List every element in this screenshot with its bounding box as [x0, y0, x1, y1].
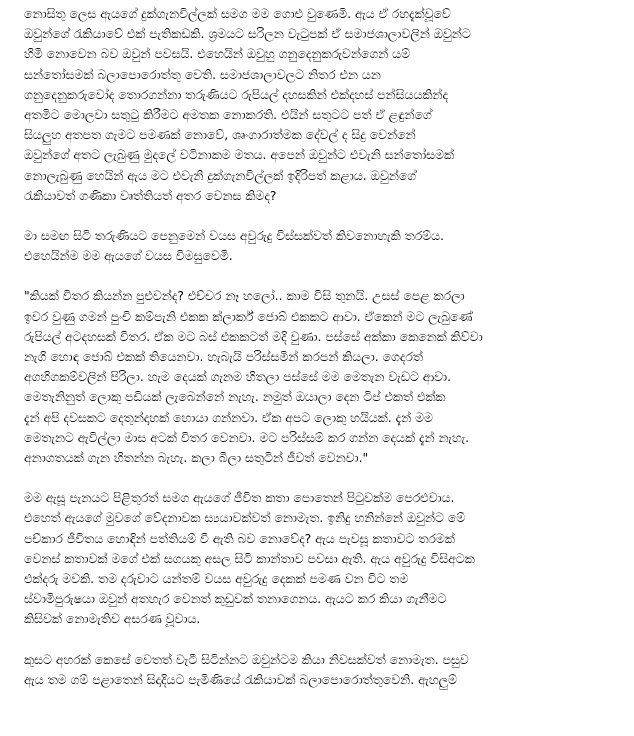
paragraph-continuation: කුසට අහරක් කෙසේ වෙතත් වැටී සිටින්නට ඔවුන්ටම කියා නිවසක්වත් නොමැත. පසුව ඇය තම ගම් පළාතෙන් සිදාදියට පැමිණියේ රැකියාවක් බලාපොරොත්තුවෙනි. ඇහලුම් — [24, 651, 469, 687]
paragraph-intro: නොසිතු ලෙස ඇයගේ දුක්ගැනවිල්ලක් සමග මම ගොළු වුණෙමි. ඇය ඒ රහදැක්වූවේ ඔවුන්ගේ රැකියාවේ එක් පැතිකඩකි. ශ්‍රමයට සරිලන වැටුපක් ඒ සමාජශාලාවලින් ඔවුන්ට හිමි නොවෙන බව ඔවුන් පවසයි. එහෙයින් ඔවුහු ගනුදෙනුකරුවන්ගෙන් යම් සන්තෝසමක් බලාපොරොත්තු වෙති. සමාජශාලාවලට නිතර එන යන ගනුදෙනුකරුවෝද තොරගන්නා තරුණියට රුපියල් දහසකින් එක්දහස් පන්සියයකින්ද අතමිට මොලවා සතුටු කිරීමට අමතක නොකරති. එයින් සතුටට පත් ඒ ළඳුන්ගේ සියලුහ අතපත ගැමට පමණක් නොවේ, ශෘංගාරාත්මක දේවල් ද සිදු වෙන්නේ ඔවුන්ගේ අතට ලැබුණු මුදලේ වටිනාකම මතය. අපෙන් ඔවුන්ට එවැනි සන්තෝසමක් නොලැබුණු හෙයින් ඇය මට එවැනි දුක්ගැනවිල්ලක් ඉදිරිපත් කළාය. ඔවුන්ගේ රැකියාවත් ගණිකා වෘත්තියත් අතර වෙනස කිමද? — [24, 6, 471, 203]
paragraph-age: මා සමඟ සිටි තරුණියට පෙනුමෙන් වයස අවුරුදු විස්සක්වත් කිවනොහැකි තරම්ය. එහෙයින්ම මම ඇයගේ වයස විමසුවෙමි. — [24, 228, 444, 264]
paragraph-story: මම ඇසූ පැනයට පිළිතුරත් සමග ඇයගේ ජීවිත කතා පොතෙන් පිටුවක්ම පෙරළුවාය. එහෙත් ඇයගේ මුවගේ වේදනාවක ස්‍යයාවක්වත් නොමැත. ඉනිදු හනින්නේ ඔවුන්ට මේ පච්කාර ජීවිතය හොඳින් පත්තියම් වී ඇති බව නොවේද? ඇය පැවසූ කතාවට තරමක් වෙනස් කතාවක් මගේ එක් සගයකු අසල සිටි කාන්තාව පවසා ඇති. ඇය අවුරුදු විසිඅටක එක්දරු මවකි. තම දරුවාට යන්තම් වයස අවුරුදු දෙකක් පමණ වන විට තම ස්වාමිපුරුෂයා ඔවුන් අතහැර වෙනත් කුඩුවක් තනාගෙනය. ඇයට කර කියා ගැනීමට කිසිවක් නොමැතිව අසරණ වූවාය. — [24, 490, 475, 627]
paragraph-quote: "කියක් විතර කියන්න පුළුවන්ද? එච්චර නෑ හලෝ.. කාම විසි තුනයි. උසස් පෙළ කරලා ඉවර වුණු ගමන් පුංචි කම්පැනි එකක ක්ලාර්ක් ජොබ් එකකට ආවා. ඒකෙන් මට ලැබුණේ රුපියල් අටදහසක් විතර. ඒක මට බස් එකකටත් මදි වුණා. පස්සේ අක්කා කෙනෙක් කිව්වා නැගි හොඳ ජොබ් එකක් තියෙනවා. හැබැයි පරිස්සමින් කරපන් කියලා. ගෙදරත් අගහිගකම්වලින් පිරිලා. හැම දෙයක් ගැනම හිතලා පස්සේ මම මෙතැන වැඩට ආවා. මෙතැනිනුත් ලොකු පඩියක් ලැබෙන්නේ නැහැ. නමුත් ඔයාලා දෙන ටිප් එකත් එක්ක දැන් අපි දවසකට දෙතුන්දාහක් හොයා ගන්නවා. ඒක අපට ලොකු හයියක්. දැන් මම මෙතැනට ඇවිල්ලා මාස අටක් විතර වෙනවා. මට පරිස්සම් කර ගන්න දෙයක් දැන් නැහැ. අනාගතයක් ගැන හිතන්න බැහැ. කලා බීලා සතුටින් ජීවත් වෙනවා." — [24, 288, 483, 466]
